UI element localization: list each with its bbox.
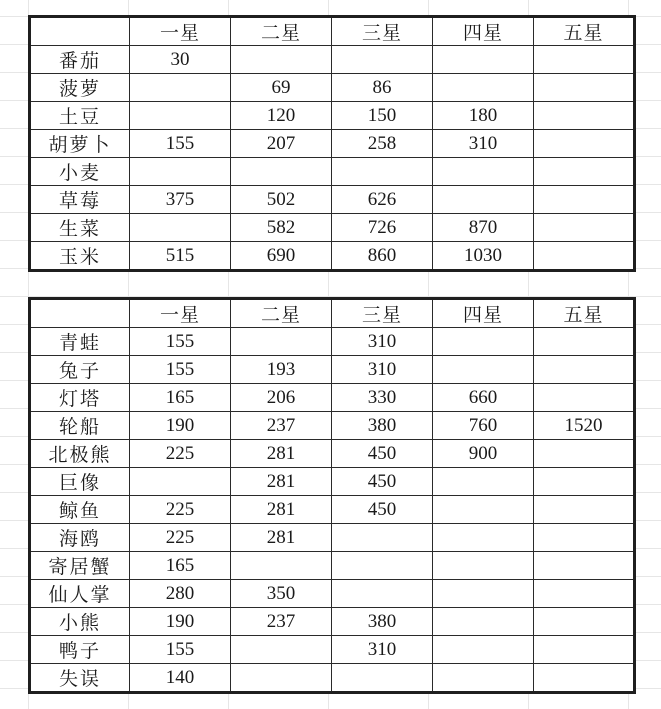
value-cell[interactable]: 760 bbox=[433, 412, 534, 440]
value-cell[interactable]: 1030 bbox=[433, 242, 534, 271]
row-label-cell[interactable]: 兔子 bbox=[30, 356, 130, 384]
table-row bbox=[30, 130, 635, 158]
table-row bbox=[30, 158, 635, 186]
column-header[interactable]: 一星 bbox=[130, 17, 231, 46]
value-cell[interactable] bbox=[231, 552, 332, 580]
value-cell[interactable]: 69 bbox=[231, 74, 332, 102]
value-cell[interactable]: 193 bbox=[231, 356, 332, 384]
value-cell[interactable] bbox=[534, 46, 635, 74]
value-cell[interactable]: 165 bbox=[130, 552, 231, 580]
value-cell[interactable] bbox=[534, 130, 635, 158]
value-cell[interactable] bbox=[534, 636, 635, 664]
row-label-cell[interactable]: 轮船 bbox=[30, 412, 130, 440]
table-row bbox=[30, 552, 635, 580]
column-header[interactable]: 五星 bbox=[534, 299, 635, 328]
value-cell[interactable]: 180 bbox=[433, 102, 534, 130]
value-cell[interactable] bbox=[534, 214, 635, 242]
value-cell[interactable]: 190 bbox=[130, 412, 231, 440]
value-cell[interactable] bbox=[534, 664, 635, 693]
value-cell[interactable]: 225 bbox=[130, 440, 231, 468]
value-cell[interactable] bbox=[433, 636, 534, 664]
value-cell[interactable] bbox=[433, 74, 534, 102]
value-cell[interactable]: 206 bbox=[231, 384, 332, 412]
row-label-cell[interactable]: 小熊 bbox=[30, 608, 130, 636]
row-label-cell[interactable]: 仙人掌 bbox=[30, 580, 130, 608]
value-cell[interactable] bbox=[534, 186, 635, 214]
table-row bbox=[30, 412, 635, 440]
value-cell[interactable]: 450 bbox=[332, 496, 433, 524]
value-cell[interactable] bbox=[332, 46, 433, 74]
value-cell[interactable]: 86 bbox=[332, 74, 433, 102]
row-label-cell[interactable]: 失误 bbox=[30, 664, 130, 693]
table-row bbox=[30, 440, 635, 468]
value-cell[interactable] bbox=[130, 74, 231, 102]
table-row bbox=[30, 468, 635, 496]
value-cell[interactable]: 626 bbox=[332, 186, 433, 214]
value-cell[interactable]: 190 bbox=[130, 608, 231, 636]
value-cell[interactable] bbox=[231, 46, 332, 74]
row-label-cell[interactable]: 土豆 bbox=[30, 102, 130, 130]
row-label-cell[interactable]: 海鸥 bbox=[30, 524, 130, 552]
value-cell[interactable] bbox=[130, 468, 231, 496]
value-cell[interactable]: 350 bbox=[231, 580, 332, 608]
value-cell[interactable] bbox=[231, 636, 332, 664]
value-cell[interactable]: 310 bbox=[332, 356, 433, 384]
value-cell[interactable]: 450 bbox=[332, 440, 433, 468]
value-cell[interactable]: 690 bbox=[231, 242, 332, 271]
value-cell[interactable]: 310 bbox=[433, 130, 534, 158]
value-cell[interactable]: 380 bbox=[332, 608, 433, 636]
column-header[interactable]: 二星 bbox=[231, 299, 332, 328]
value-cell[interactable] bbox=[433, 664, 534, 693]
column-header[interactable]: 二星 bbox=[231, 17, 332, 46]
value-cell[interactable]: 1520 bbox=[534, 412, 635, 440]
value-cell[interactable]: 207 bbox=[231, 130, 332, 158]
row-label-cell[interactable]: 巨像 bbox=[30, 468, 130, 496]
row-label-cell[interactable]: 番茄 bbox=[30, 46, 130, 74]
value-cell[interactable] bbox=[130, 158, 231, 186]
table-row bbox=[30, 102, 635, 130]
value-cell[interactable]: 155 bbox=[130, 130, 231, 158]
value-cell[interactable] bbox=[534, 552, 635, 580]
value-cell[interactable] bbox=[433, 524, 534, 552]
value-cell[interactable] bbox=[433, 496, 534, 524]
value-cell[interactable] bbox=[433, 328, 534, 356]
value-cell[interactable] bbox=[534, 440, 635, 468]
row-label-cell[interactable]: 寄居蟹 bbox=[30, 552, 130, 580]
table-row bbox=[30, 328, 635, 356]
value-cell[interactable]: 726 bbox=[332, 214, 433, 242]
value-cell[interactable]: 330 bbox=[332, 384, 433, 412]
value-cell[interactable]: 281 bbox=[231, 468, 332, 496]
value-cell[interactable]: 120 bbox=[231, 102, 332, 130]
value-cell[interactable]: 140 bbox=[130, 664, 231, 693]
value-cell[interactable]: 870 bbox=[433, 214, 534, 242]
column-header[interactable]: 四星 bbox=[433, 299, 534, 328]
value-cell[interactable] bbox=[130, 214, 231, 242]
value-cell[interactable]: 502 bbox=[231, 186, 332, 214]
row-label-cell[interactable]: 鲸鱼 bbox=[30, 496, 130, 524]
table-row bbox=[30, 608, 635, 636]
table-row bbox=[30, 46, 635, 74]
table-row bbox=[30, 636, 635, 664]
value-cell[interactable] bbox=[534, 580, 635, 608]
row-label-cell[interactable]: 胡萝卜 bbox=[30, 130, 130, 158]
value-cell[interactable] bbox=[332, 580, 433, 608]
row-label-cell[interactable]: 北极熊 bbox=[30, 440, 130, 468]
value-cell[interactable] bbox=[231, 664, 332, 693]
value-cell[interactable] bbox=[433, 468, 534, 496]
row-label-cell[interactable]: 生菜 bbox=[30, 214, 130, 242]
header-row bbox=[30, 299, 635, 328]
value-cell[interactable] bbox=[130, 102, 231, 130]
row-label-cell[interactable]: 草莓 bbox=[30, 186, 130, 214]
table-row bbox=[30, 186, 635, 214]
value-cell[interactable] bbox=[534, 356, 635, 384]
items-table-body bbox=[30, 328, 635, 693]
value-cell[interactable]: 281 bbox=[231, 524, 332, 552]
value-cell[interactable] bbox=[332, 524, 433, 552]
row-label-cell[interactable]: 鸭子 bbox=[30, 636, 130, 664]
value-cell[interactable] bbox=[534, 524, 635, 552]
value-cell[interactable] bbox=[534, 158, 635, 186]
value-cell[interactable] bbox=[534, 74, 635, 102]
value-cell[interactable] bbox=[433, 608, 534, 636]
value-cell[interactable]: 150 bbox=[332, 102, 433, 130]
value-cell[interactable]: 281 bbox=[231, 440, 332, 468]
corner-cell[interactable] bbox=[30, 299, 130, 328]
column-header[interactable]: 五星 bbox=[534, 17, 635, 46]
value-cell[interactable]: 155 bbox=[130, 356, 231, 384]
value-cell[interactable]: 155 bbox=[130, 636, 231, 664]
table-row bbox=[30, 496, 635, 524]
table-row bbox=[30, 664, 635, 693]
value-cell[interactable]: 237 bbox=[231, 412, 332, 440]
row-label-cell[interactable]: 灯塔 bbox=[30, 384, 130, 412]
value-cell[interactable] bbox=[433, 46, 534, 74]
header-row bbox=[30, 17, 635, 46]
value-cell[interactable] bbox=[332, 664, 433, 693]
row-label-cell[interactable]: 小麦 bbox=[30, 158, 130, 186]
value-cell[interactable]: 155 bbox=[130, 328, 231, 356]
column-header[interactable]: 一星 bbox=[130, 299, 231, 328]
value-cell[interactable]: 515 bbox=[130, 242, 231, 271]
value-cell[interactable] bbox=[534, 102, 635, 130]
value-cell[interactable]: 310 bbox=[332, 636, 433, 664]
column-header[interactable]: 四星 bbox=[433, 17, 534, 46]
column-header[interactable]: 三星 bbox=[332, 299, 433, 328]
table-row bbox=[30, 74, 635, 102]
value-cell[interactable] bbox=[231, 158, 332, 186]
value-cell[interactable]: 860 bbox=[332, 242, 433, 271]
value-cell[interactable]: 165 bbox=[130, 384, 231, 412]
value-cell[interactable] bbox=[332, 552, 433, 580]
value-cell[interactable] bbox=[433, 552, 534, 580]
value-cell[interactable] bbox=[433, 186, 534, 214]
value-cell[interactable]: 225 bbox=[130, 496, 231, 524]
value-cell[interactable]: 450 bbox=[332, 468, 433, 496]
value-cell[interactable]: 900 bbox=[433, 440, 534, 468]
value-cell[interactable] bbox=[433, 580, 534, 608]
value-cell[interactable]: 375 bbox=[130, 186, 231, 214]
value-cell[interactable]: 281 bbox=[231, 496, 332, 524]
value-cell[interactable]: 237 bbox=[231, 608, 332, 636]
row-label-cell[interactable]: 青蛙 bbox=[30, 328, 130, 356]
value-cell[interactable]: 660 bbox=[433, 384, 534, 412]
items-price-table bbox=[28, 297, 636, 694]
value-cell[interactable]: 582 bbox=[231, 214, 332, 242]
value-cell[interactable]: 380 bbox=[332, 412, 433, 440]
value-cell[interactable]: 30 bbox=[130, 46, 231, 74]
value-cell[interactable] bbox=[534, 496, 635, 524]
value-cell[interactable]: 258 bbox=[332, 130, 433, 158]
column-header[interactable]: 三星 bbox=[332, 17, 433, 46]
value-cell[interactable] bbox=[534, 384, 635, 412]
table-row bbox=[30, 580, 635, 608]
value-cell[interactable] bbox=[534, 608, 635, 636]
value-cell[interactable] bbox=[534, 242, 635, 271]
crops-table-body bbox=[30, 46, 635, 271]
table-row bbox=[30, 214, 635, 242]
corner-cell[interactable] bbox=[30, 17, 130, 46]
value-cell[interactable] bbox=[534, 328, 635, 356]
crops-price-table bbox=[28, 15, 636, 272]
value-cell[interactable]: 225 bbox=[130, 524, 231, 552]
value-cell[interactable]: 280 bbox=[130, 580, 231, 608]
table-row bbox=[30, 524, 635, 552]
row-label-cell[interactable]: 玉米 bbox=[30, 242, 130, 271]
value-cell[interactable] bbox=[332, 158, 433, 186]
value-cell[interactable]: 310 bbox=[332, 328, 433, 356]
value-cell[interactable] bbox=[534, 468, 635, 496]
value-cell[interactable] bbox=[433, 356, 534, 384]
table-row bbox=[30, 242, 635, 271]
table-row bbox=[30, 384, 635, 412]
value-cell[interactable] bbox=[231, 328, 332, 356]
row-label-cell[interactable]: 菠萝 bbox=[30, 74, 130, 102]
value-cell[interactable] bbox=[433, 158, 534, 186]
table-row bbox=[30, 356, 635, 384]
